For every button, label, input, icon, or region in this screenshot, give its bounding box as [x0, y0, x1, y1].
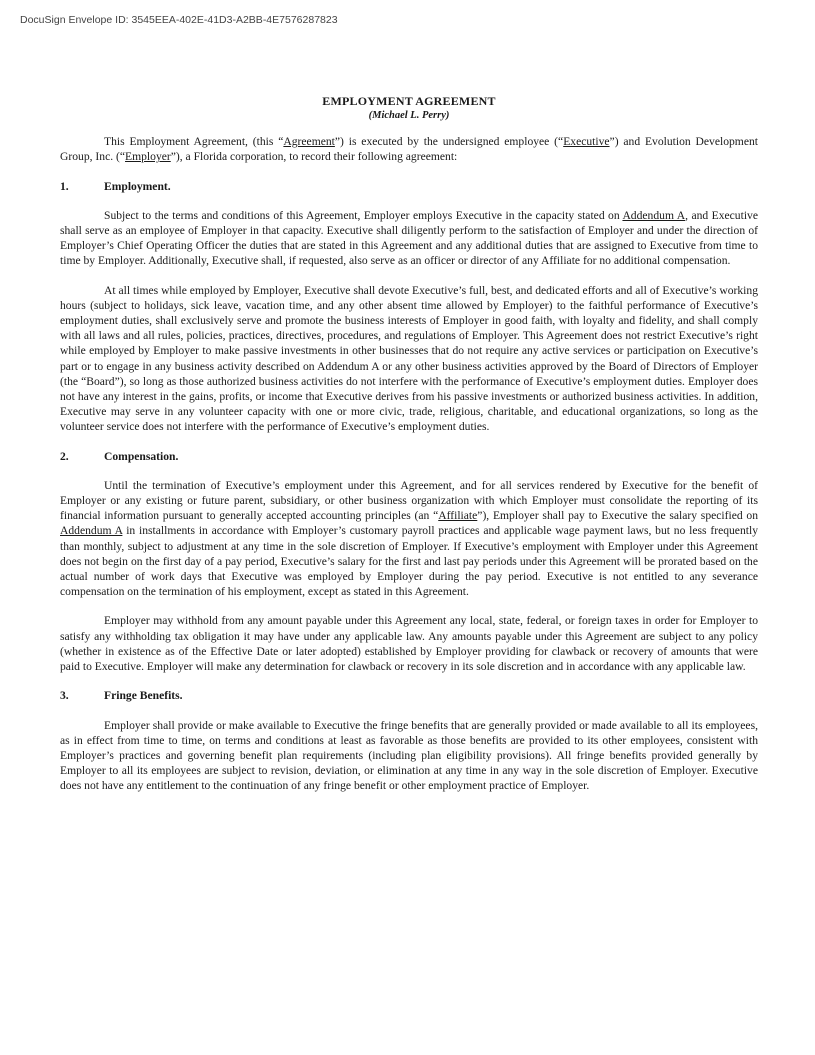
- section-number: 3.: [60, 689, 69, 703]
- defined-term-agreement: Agreement: [283, 135, 335, 149]
- section-heading-fringe-benefits: [60, 688, 758, 703]
- document-page: [60, 94, 758, 808]
- document-title: EMPLOYMENT AGREEMENT: [322, 94, 496, 108]
- section-title: Compensation.: [104, 449, 179, 463]
- fringe-benefits-paragraph-1: Employer shall provide or make available to Executive the fringe benefits that are generally provided or made available to all its employees, as in effect from time to time, on terms and conditions at least as favorable as those benefits are provided to its other employees, consistent with Employer’s practices and governing benefit plan requirements (including plan eligibility provisions). All fringe benefits provided generally by Employer to all its employees are subject to revision, deviation, or elimination at any time in any way in the sole discretion of Employer. Executive does not have any entitlement to the continuation of any fringe benefit or other employment practice of Employer.: [60, 718, 758, 793]
- section-title: Employment.: [104, 179, 171, 193]
- addendum-reference: Addendum A: [622, 208, 686, 222]
- section-number: 1.: [60, 179, 69, 193]
- section-heading-compensation: [60, 449, 758, 464]
- addendum-reference: Addendum A: [60, 524, 123, 538]
- intro-paragraph: This Employment Agreement, (this “Agreement”) is executed by the undersigned employee (“Executive”) and Evolution Development Group, Inc. (“Employer”), a Florida corporation, to record their following agreement:: [60, 135, 758, 164]
- defined-term-executive: Executive: [563, 135, 610, 149]
- section-heading-employment: [60, 179, 758, 194]
- section-title: Fringe Benefits.: [104, 689, 183, 703]
- defined-term-employer: Employer: [125, 150, 171, 164]
- section-number: 2.: [60, 449, 69, 463]
- defined-term-affiliate: Affiliate: [438, 509, 478, 523]
- compensation-paragraph-2: Employer may withhold from any amount payable under this Agreement any local, state, federal, or foreign taxes in order for Employer to satisfy any withholding tax obligation it may have under any applicable law. Any amounts payable under this Agreement are subject to any policy (whether in existence as of the Effective Date or later adopted) established by Employer providing for clawback or recovery of amounts that were paid to Executive. Employer will make any determination for clawback or recovery in its sole discretion and in accordance with any applicable law.: [60, 614, 758, 674]
- compensation-paragraph-1: Until the termination of Executive’s employment under this Agreement, and for all services rendered by Executive for the benefit of Employer or any existing or future parent, subsidiary, or other business organization with which Employer must consolidate the reporting of its financial information pursuant to generally accepted accounting principles (an “Affiliate”), Employer shall pay to Executive the salary specified on Addendum A in installments in accordance with Employer’s customary payroll practices and applicable wage payment laws, but no less frequently than monthly, subject to adjustment at any time in the sole discretion of Employer. If Executive’s employment with Employer under this Agreement does not begin on the first day of a pay period, Executive’s salary for the first and last pay periods under this Agreement will be prorated based on the actual number of work days that Executive was employed by Employer during the pay period. Executive is not entitled to any severance compensation on the termination of his employment, except as stated in this Agreement.: [60, 478, 758, 599]
- docusign-envelope-id: DocuSign Envelope ID: 3545EEA-402E-41D3-A2BB-4E7576287823: [20, 14, 338, 26]
- employment-paragraph-1: Subject to the terms and conditions of this Agreement, Employer employs Executive in the capacity stated on Addendum A, and Executive shall serve as an employee of Employer in that capacity. Executive shall diligently perform to the satisfaction of Employer and under the direction of Employer’s Chief Operating Officer the duties that are stated in this Agreement and any additional duties that are assigned to Executive from time to time by Employer. Additionally, Executive shall, if requested, also serve as an officer or director of any Affiliate for no additional compensation.: [60, 208, 758, 268]
- employment-paragraph-2: At all times while employed by Employer, Executive shall devote Executive’s full, best, and dedicated efforts and all of Executive’s working hours (subject to holidays, sick leave, vacation time, and any other absent time allowed by Employer) to the faithful performance of Executive’s employment duties, shall exclusively serve and promote the business interests of Employer in good faith, with loyalty and fidelity, and shall comply with all laws and all rules, policies, practices, directives, procedures, and regulations of Employer. This Agreement does not restrict Executive’s right while employed by Employer to make passive investments in other businesses that do not require any active services or participation on Executive’s part or to engage in any business activity described on Addendum A or any other business activities approved by the Board of Directors of Employer (the “Board”), so long as those authorized business activities do not interfere with the performance of Executive’s employment duties. Employer does not have any interest in the gains, profits, or income that Executive derives from his passive investments or authorized business activities. In addition, Executive may serve in any volunteer capacity with one or more civic, trade, religious, charitable, and educational organizations, so long as the volunteer service does not interfere with the performance of Executive’s employment duties.: [60, 283, 758, 434]
- document-subtitle: (Michael L. Perry): [368, 110, 450, 122]
